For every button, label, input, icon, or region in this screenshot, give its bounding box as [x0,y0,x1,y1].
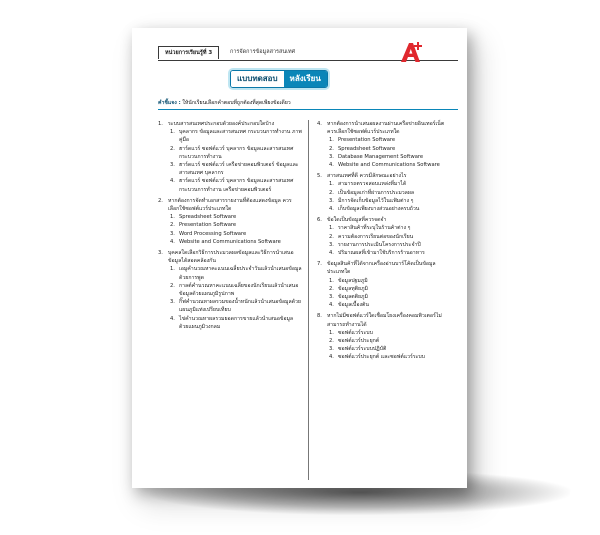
option-number: 4. [329,250,334,257]
option-number: 2. [329,233,334,240]
option-text: ซอฟต์แวร์ประยุกต์ [338,338,380,345]
answer-option[interactable] [317,205,452,213]
option-text: Spreadsheet Software [179,214,237,221]
option-text: Website and Communications Software [338,162,440,169]
question-stem [158,197,302,213]
answer-option[interactable] [158,145,302,161]
option-text: เก็บข้อมูลเพียงบางส่วนอย่างครบถ้วน [338,206,420,213]
answer-option[interactable] [317,241,452,249]
answer-option[interactable] [158,221,302,229]
option-text: มีการจัดเก็บข้อมูลไว้ในแฟ้มต่าง ๆ [338,197,414,204]
option-number: 1. [170,266,175,273]
question-stem [317,260,452,276]
option-text: Spreadsheet Software [338,145,396,152]
question-number: 3. [158,250,163,257]
question-text: บุคคลใดเลือกวิธีการประมวลผลข้อมูลและวิธีการนำเสนอข้อมูลได้สอดคล้องกัน [168,250,294,265]
option-text: รายงานการประเมินโครงการประจำปี [338,241,421,248]
option-text: Presentation Software [338,137,396,144]
option-text: Database Management Software [338,153,424,160]
option-text: Presentation Software [179,222,237,229]
question-columns [158,120,458,480]
option-text: ฮาร์ดแวร์ ซอฟต์แวร์ เครือข่ายคอมพิวเตอร์ ข้อมูลและสารสนเทศ บุคลากร [179,162,299,177]
option-text: กิ๊ฟคำนวณหาผลรวมของน้ำหนักแล้วนำเสนอข้อมูลด้วยแผนภูมิแท่งเปรียบเทียบ [179,299,301,314]
option-number: 3. [329,197,334,204]
banner-part-2: หลังเรียน [284,71,327,87]
answer-option[interactable] [158,298,302,314]
instructions [158,98,458,110]
answer-option[interactable] [317,161,452,169]
option-number: 4. [329,302,334,309]
option-number: 3. [329,294,334,301]
question-stem [158,249,302,265]
option-number: 4. [329,162,334,169]
unit-title: การจัดการข้อมูลสารสนเทศ [230,49,296,55]
a-plus-logo-icon [398,40,424,64]
question-stem [317,172,452,180]
option-text: กาลต์คำนวณหาคะแนนเฉลี่ยของนักเรียนแล้วนำเสนอข้อมูลด้วยแผนภูมิรูปภาพ [179,282,299,298]
option-number: 4. [170,238,175,245]
answer-option[interactable] [317,337,452,345]
option-number: 4. [329,206,334,213]
answer-option[interactable] [317,345,452,353]
option-text: ข้อมูลปฐมภูมิ [338,277,368,284]
question-item [317,312,452,361]
answer-option[interactable] [317,329,452,337]
question-text: หากต้องการจัดทำเอกสารรายงานที่ต้องแสดงข้อมูล ควรเลือกใช้ซอฟต์แวร์ประเภทใด [168,197,292,213]
option-text: สามารถตรวจสอบแหล่งที่มาได้ [338,181,407,188]
option-text: ซอฟต์แวร์ระบบปฏิบัติ [338,346,387,353]
question-item [317,260,452,309]
worksheet-page [132,28,467,488]
instruction-label: คำชี้แจง : [158,100,181,106]
option-number: 1. [329,225,334,232]
option-number: 3. [170,230,175,237]
question-text: หากไม่มีซอฟต์แวร์ใดเชื่อมโยงเครื่องคอมพิวเตอร์ไม่สามารถทำงานได้ [327,313,442,328]
option-number: 1. [329,329,334,336]
question-item [317,172,452,213]
option-number: 1. [329,277,334,284]
answer-option[interactable] [158,230,302,238]
answer-option[interactable] [317,249,452,257]
option-number: 1. [170,214,175,221]
answer-option[interactable] [158,238,302,246]
question-item [158,120,302,194]
question-number: 8. [317,313,322,320]
question-number: 6. [317,217,322,224]
question-stem [158,120,302,128]
answer-option[interactable] [158,213,302,221]
option-text: ปริมาณผลที่เข้ามาใช้บริการร้านอาหาร [338,250,425,257]
question-number: 5. [317,173,322,180]
option-number: 4. [170,315,175,322]
question-text: ข้อใดเป็นข้อมูลที่ควรจดจำ [327,217,387,224]
option-text: ข้อมูลทุติยภูมิ [338,285,368,292]
answer-option[interactable] [317,180,452,188]
question-number: 1. [158,121,163,127]
right-column [308,120,458,480]
option-number: 3. [170,162,175,169]
option-number: 2. [170,145,175,152]
answer-option[interactable] [317,197,452,205]
option-number: 3. [329,346,334,353]
answer-option[interactable] [158,177,302,193]
option-number: 1. [329,137,334,144]
question-number: 7. [317,261,322,268]
answer-option[interactable] [317,293,452,301]
question-number: 2. [158,197,163,204]
answer-option[interactable] [158,161,302,177]
question-text: หากต้องการนำเสนอผลงานผ่านเครือข่ายอินเทอร์เน็ต ควรเลือกใช้ซอฟต์แวร์ประเภทใด [327,121,445,136]
option-text: ข้อมูลเบื้องต้น [338,302,369,309]
question-stem [317,312,452,328]
answer-option[interactable] [317,353,452,361]
question-item [158,197,302,246]
question-item [317,120,452,169]
answer-option[interactable] [317,189,452,197]
left-column [158,120,308,480]
option-text: ฮาร์ดแวร์ ซอฟต์แวร์ บุคลากร ข้อมูลและสารสนเทศ กระบวนการทำงาน [179,145,294,160]
answer-option[interactable] [317,301,452,309]
option-number: 2. [170,222,175,229]
option-text: ไข่คำนวณหาผลรวมยอดการขายแล้วนำเสนอข้อมูลด้วยแผนภูมิวงกลม [179,315,294,330]
answer-option[interactable] [317,145,452,153]
option-text: ราคาสินค้าที่ระบุในร้านค้าต่าง ๆ [338,225,411,232]
answer-option[interactable] [158,128,302,144]
answer-option[interactable] [158,265,302,281]
unit-label: หน่วยการเรียนรู้ที่ 3 [158,46,219,59]
option-text: ความต้องการเรียนต่อของนักเรียน [338,233,414,240]
option-text: บุคลากร ข้อมูลและสารสนเทศ กระบวนการทำงาน ภาพ คู่มือ [179,129,302,144]
question-text: ระบบสารสนเทศประกอบด้วยองค์ประกอบใดบ้าง [168,121,275,127]
answer-option[interactable] [317,233,452,241]
option-text: ฮาร์ดแวร์ ซอฟต์แวร์ บุคลากร ข้อมูลและสารสนเทศ กระบวนการทำงาน เครือข่ายคอมพิวเตอร์ [179,178,294,193]
answer-option[interactable] [317,136,452,144]
option-number: 1. [170,129,175,136]
question-text: สารสนเทศที่ดี ควรมีลักษณะอย่างไร [327,173,407,180]
option-text: ซอฟต์แวร์ประยุกต์ และซอฟต์แวร์ระบบ [338,354,425,361]
option-number: 3. [329,241,334,248]
answer-option[interactable] [317,277,452,285]
option-text: Word Processing Software [179,230,247,237]
question-item [158,249,302,331]
option-number: 3. [329,153,334,160]
banner-part-1: แบบทดสอบ [231,71,284,87]
answer-option[interactable] [158,315,302,331]
option-number: 4. [170,178,175,185]
option-text: เอมูคำนวณหาคะแนนเฉลี่ยประจำวันแล้วนำเสนอข้อมูลด้วยการพูด [179,266,302,281]
option-number: 2. [329,189,334,196]
question-stem [317,120,452,136]
answer-option[interactable] [317,153,452,161]
option-text: ซอฟต์แวร์ระบบ [338,329,373,336]
test-title-banner [230,70,328,88]
question-text: ข้อมูลสินค้าที่ได้จากเครื่องอ่านบาร์โค้ดเป็นข้อมูลประเภทใด [327,261,436,276]
option-number: 4. [329,354,334,361]
option-number: 3. [170,299,175,306]
question-stem [317,216,452,224]
answer-option[interactable] [158,282,302,298]
answer-option[interactable] [317,285,452,293]
question-number: 4. [317,121,322,127]
answer-option[interactable] [317,224,452,232]
option-number: 2. [329,338,334,345]
option-number: 2. [329,145,334,152]
option-number: 2. [329,285,334,292]
option-number: 1. [329,181,334,188]
instruction-text: ให้นักเรียนเลือกคำตอบที่ถูกต้องที่สุดเพียงข้อเดียว [182,100,291,106]
option-number: 2. [170,282,175,289]
option-text: Website and Communications Software [179,238,281,245]
option-text: เป็นข้อมูลเก่าที่ผ่านการประมวลผล [338,189,415,196]
option-text: ข้อมูลตติยภูมิ [338,294,368,301]
question-item [317,216,452,257]
